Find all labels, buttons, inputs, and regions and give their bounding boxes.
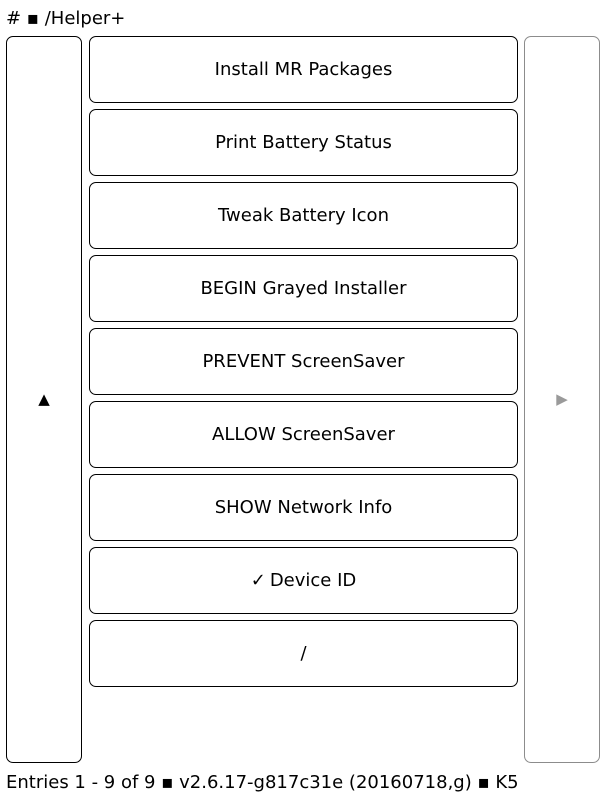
menu-item-label: Install MR Packages bbox=[214, 59, 393, 80]
menu-item-label: Device ID bbox=[269, 570, 357, 591]
checkmark-icon: ✓ bbox=[250, 570, 266, 591]
menu-item-label: ALLOW ScreenSaver bbox=[212, 424, 395, 445]
menu-item-label: Print Battery Status bbox=[215, 132, 392, 153]
menu-item-device-id[interactable] bbox=[89, 547, 518, 614]
next-page-button[interactable] bbox=[524, 36, 600, 763]
menu-item-prevent-screensaver[interactable] bbox=[89, 328, 518, 395]
menu-item-label: PREVENT ScreenSaver bbox=[202, 351, 405, 372]
page-title: # ▪ /Helper+ bbox=[6, 8, 126, 29]
menu-item-label: BEGIN Grayed Installer bbox=[200, 278, 407, 299]
menu-item-tweak-battery-icon[interactable] bbox=[89, 182, 518, 249]
up-triangle-icon: ▲ bbox=[38, 390, 50, 408]
right-triangle-icon: ▶ bbox=[556, 390, 568, 408]
menu-item-label: Tweak Battery Icon bbox=[218, 205, 389, 226]
menu-list bbox=[89, 36, 518, 693]
page-up-button[interactable] bbox=[6, 36, 82, 763]
menu-item-label: SHOW Network Info bbox=[214, 497, 393, 518]
menu-item-print-battery-status[interactable] bbox=[89, 109, 518, 176]
menu-item-install-mr-packages[interactable] bbox=[89, 36, 518, 103]
menu-item-label: / bbox=[300, 643, 307, 664]
menu-item-allow-screensaver[interactable] bbox=[89, 401, 518, 468]
menu-item-begin-grayed-installer[interactable] bbox=[89, 255, 518, 322]
status-bar: Entries 1 - 9 of 9 ▪ v2.6.17-g817c31e (20160718,g) ▪ K5 bbox=[6, 772, 519, 793]
menu-item-show-network-info[interactable] bbox=[89, 474, 518, 541]
menu-item-parent-folder[interactable] bbox=[89, 620, 518, 687]
